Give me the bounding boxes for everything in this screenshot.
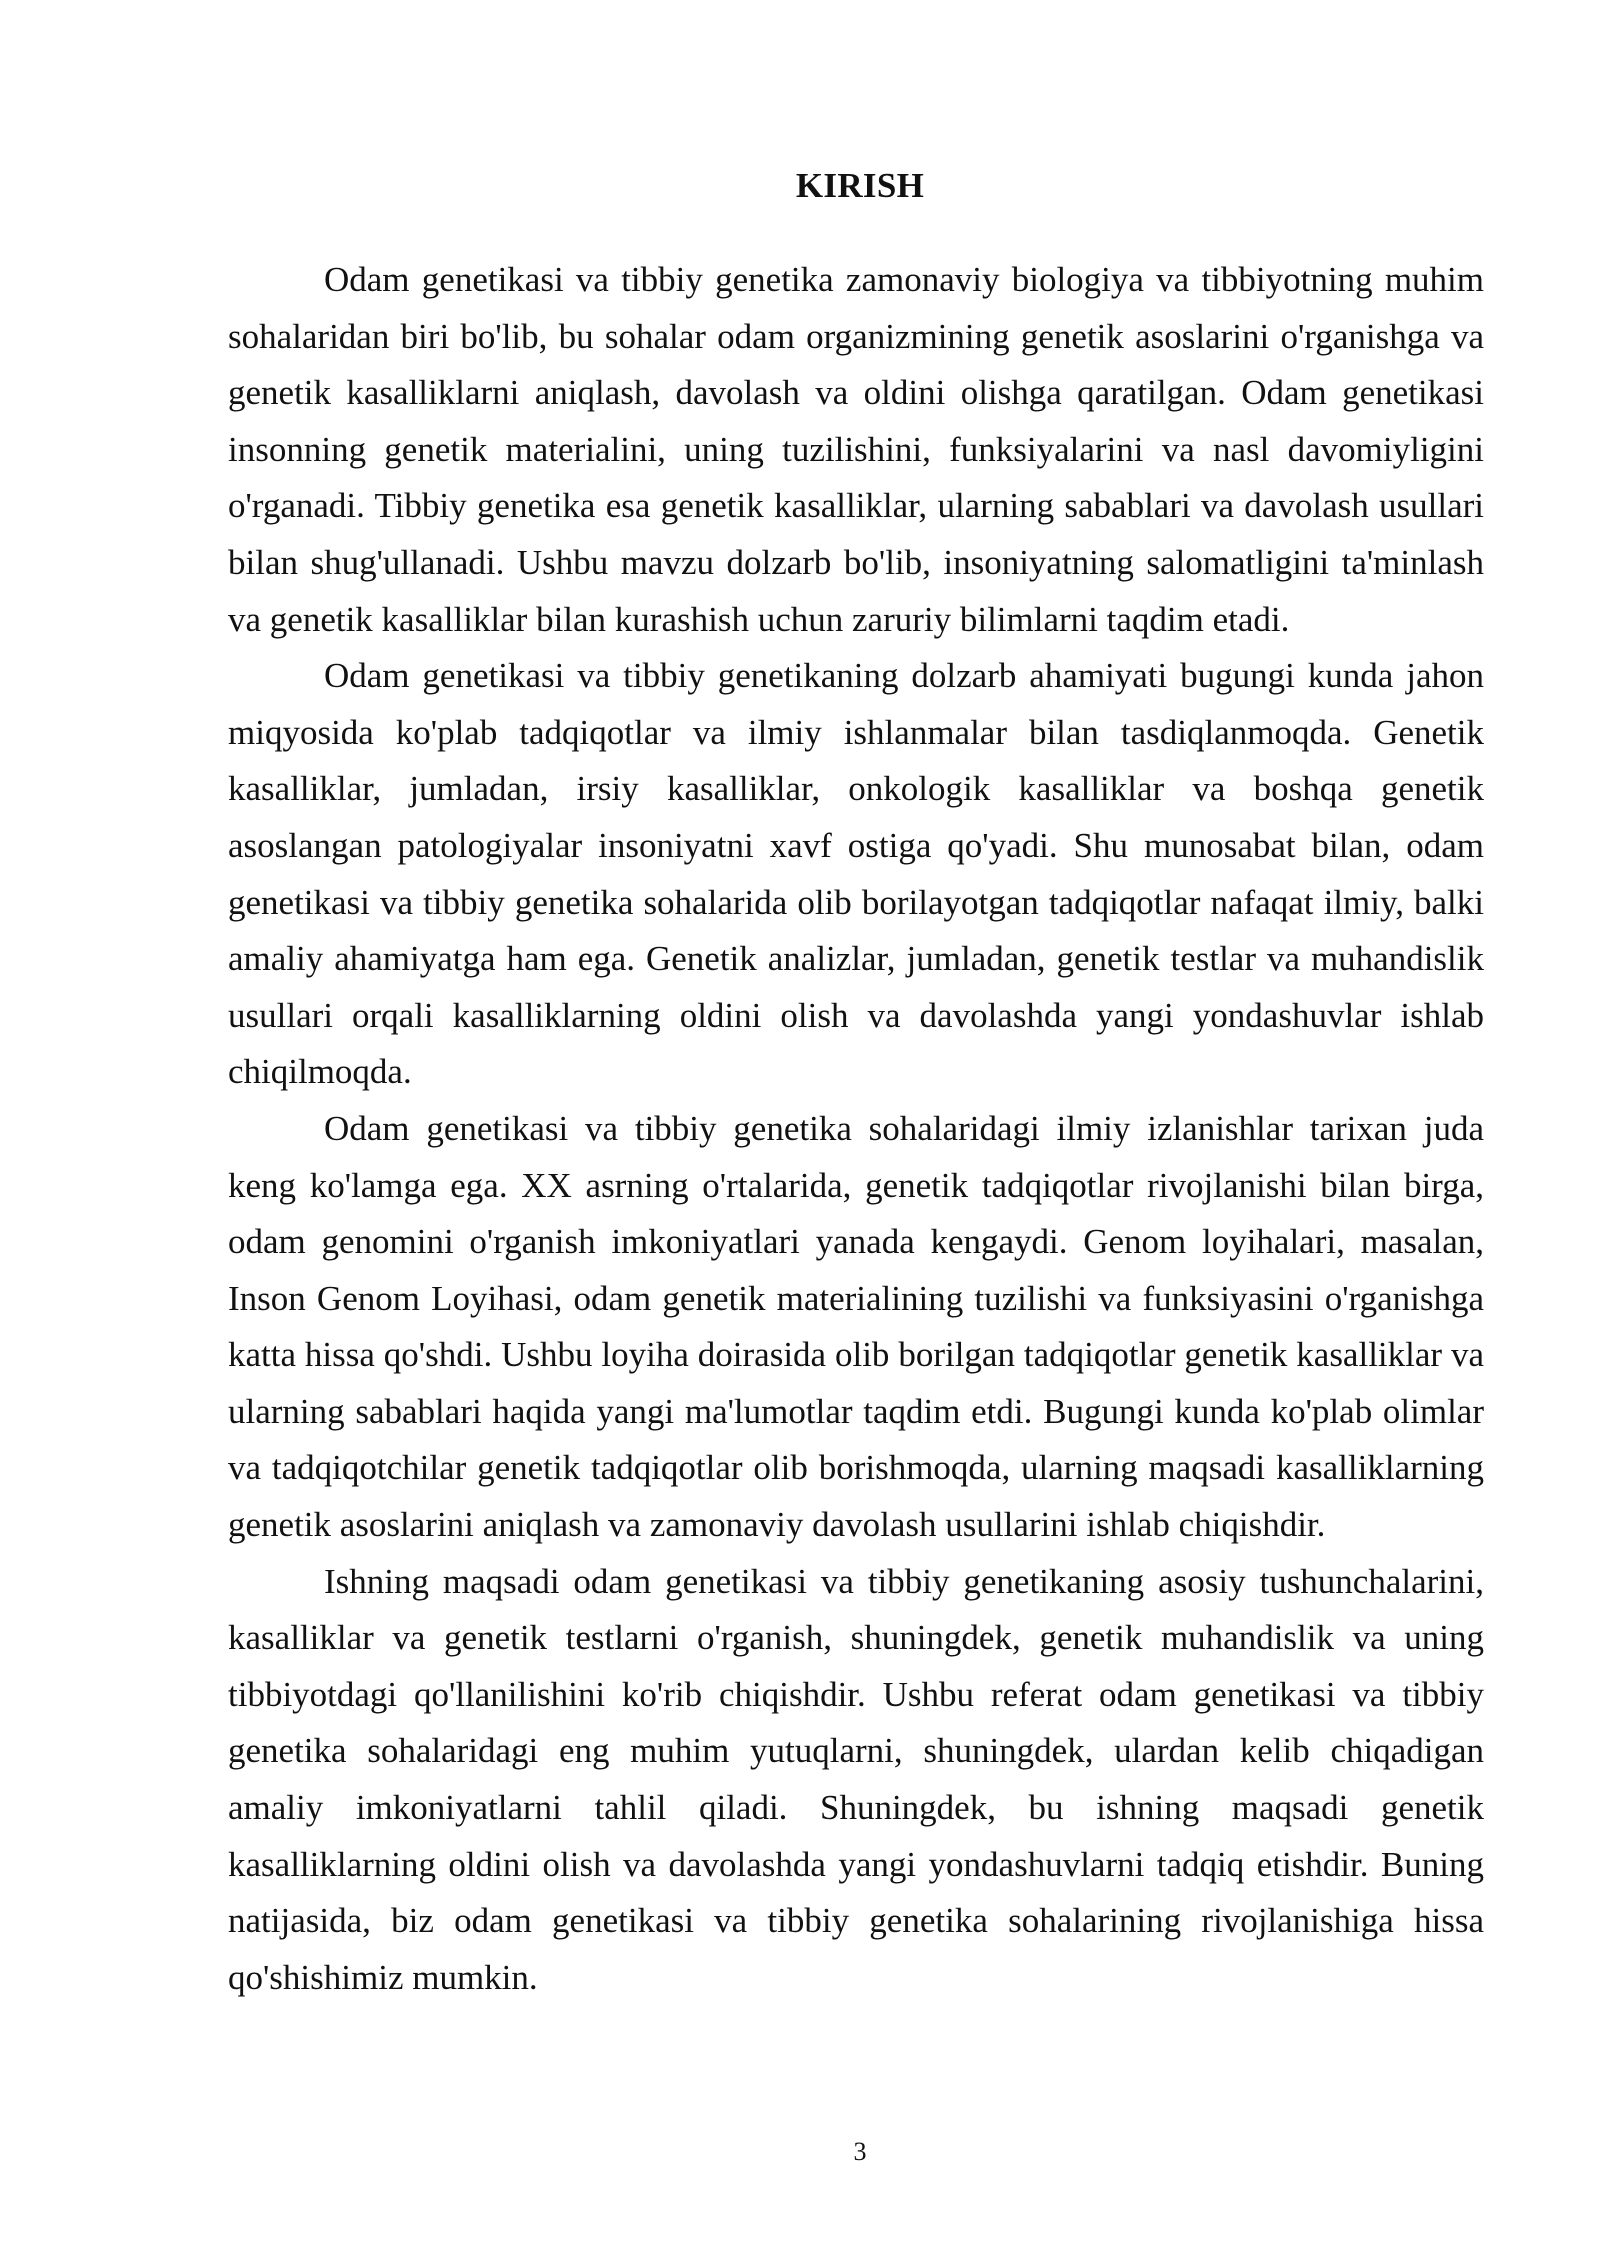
paragraph-3: Odam genetikasi va tibbiy genetika sohalaridagi ilmiy izlanishlar tarixan juda keng ko'lamga ega. XX asrning o'rtalarida, genetik tadqiqotlar rivojlanishi bilan birga, odam genomini o'rganish imkoniyatlari yanada kengaydi. Genom loyihalari, masalan, Inson Genom Loyihasi, odam genetik materialining tuzilishi va funksiyasini o'rganishga katta hissa qo'shdi. Ushbu loyiha doirasida olib borilgan tadqiqotlar genetik kasalliklar va ularning sabablari haqida yangi ma'lumotlar taqdim etdi. Bugungi kunda ko'plab olimlar va tadqiqotchilar genetik tadqiqotlar olib borishmoqda, ularning maqsadi kasalliklarning genetik asoslarini aniqlash va zamonaviy davolash usullarini ishlab chiqishdir. — [228, 1108, 1484, 1545]
page-number: 3 — [853, 2137, 867, 2166]
section-title: KIRISH — [795, 166, 925, 205]
paragraph-4: Ishning maqsadi odam genetikasi va tibbiy genetikaning asosiy tushunchalarini, kasalliklar va genetik testlarni o'rganish, shuningdek, genetik muhandislik va uning tibbiyotdagi qo'llanilishini ko'rib chiqishdir. Ushbu referat odam genetikasi va tibbiy genetika sohalaridagi eng muhim yutuqlarni, shuningdek, ulardan kelib chiqadigan amaliy imkoniyatlarni tahlil qiladi. Shuningdek, bu ishning maqsadi genetik kasalliklarning oldini olish va davolashda yangi yondashuvlarni tadqiq etishdir. Buning natijasida, biz odam genetikasi va tibbiy genetika sohalarining rivojlanishiga hissa qo'shishimiz mumkin. — [228, 1561, 1484, 1997]
paragraph-1: Odam genetikasi va tibbiy genetika zamonaviy biologiya va tibbiyotning muhim sohalaridan biri bo'lib, bu sohalar odam organizmining genetik asoslarini o'rganishga va genetik kasalliklarni aniqlash, davolash va oldini olishga qaratilgan. Odam genetikasi insonning genetik materialini, uning tuzilishini, funksiyalarini va nasl davomiyligini o'rganadi. Tibbiy genetika esa genetik kasalliklar, ularning sabablari va davolash usullari bilan shug'ullanadi. Ushbu mavzu dolzarb bo'lib, insoniyatning salomatligini ta'minlash va genetik kasalliklar bilan kurashish uchun zaruriy bilimlarni taqdim etadi. — [228, 260, 1484, 639]
paragraph-2: Odam genetikasi va tibbiy genetikaning dolzarb ahamiyati bugungi kunda jahon miqyosida ko'plab tadqiqotlar va ilmiy ishlanmalar bilan tasdiqlanmoqda. Genetik kasalliklar, jumladan, irsiy kasalliklar, onkologik kasalliklar va boshqa genetik asoslangan patologiyalar insoniyatni xavf ostiga qo'yadi. Shu munosabat bilan, odam genetikasi va tibbiy genetika sohalarida olib borilayotgan tadqiqotlar nafaqat ilmiy, balki amaliy ahamiyatga ham ega. Genetik analizlar, jumladan, genetik testlar va muhandislik usullari orqali kasalliklarning oldini olish va davolashda yangi yondashuvlar ishlab chiqilmoqda. — [228, 656, 1484, 1092]
body-text — [228, 252, 1484, 2006]
